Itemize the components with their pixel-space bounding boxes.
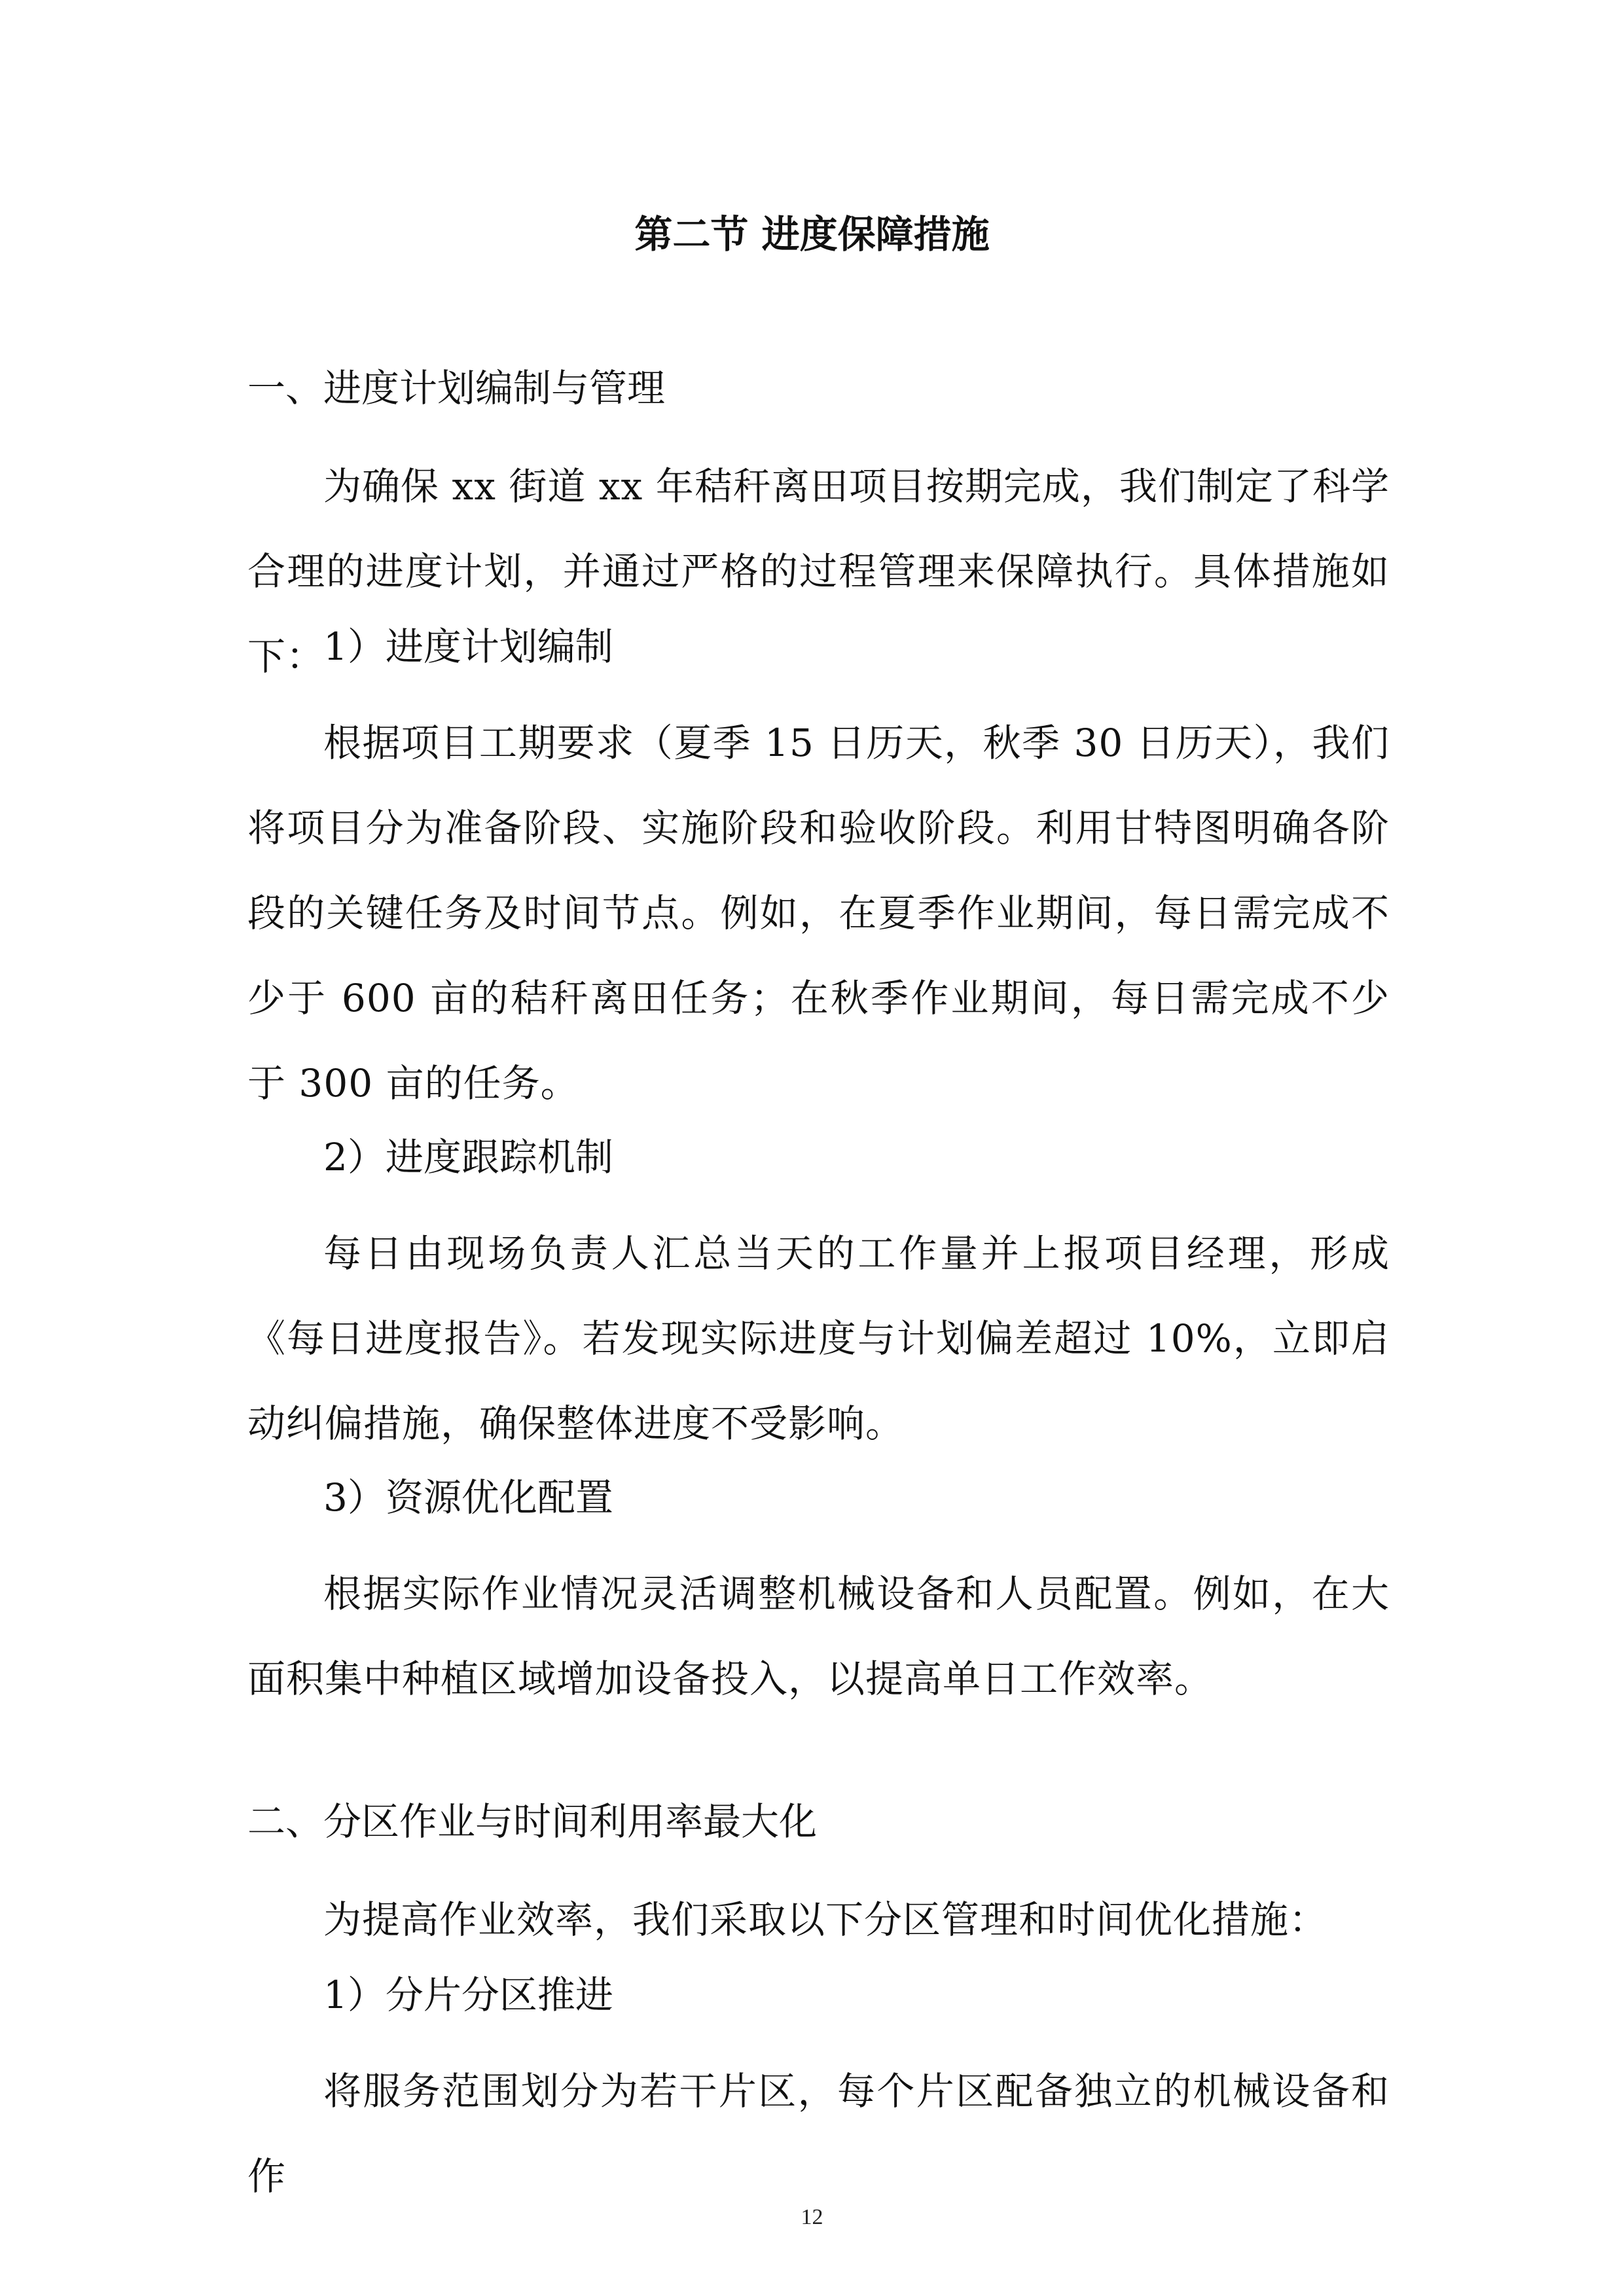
section-1-item-2-label: 2）进度跟踪机制 <box>323 1135 613 1179</box>
section-2-item-1-label: 1）分片分区推进 <box>323 1973 613 2017</box>
section-1-item-2-text: 每日由现场负责人汇总当天的工作量并上报项目经理，形成《每日进度报告》。若发现实际进度与计划偏差超过 10%，立即启动纠偏措施，确保整体进度不受影响。 <box>247 1231 1390 1446</box>
page-title: 第二节 进度保障措施 <box>634 212 990 257</box>
section-heading-1: 一、进度计划编制与管理 <box>247 366 666 410</box>
section-1-item-1-label: 1）进度计划编制 <box>323 624 613 669</box>
section-1-intro: 为确保 xx 街道 xx 年秸秆离田项目按期完成，我们制定了科学合理的进度计划，并通过严格的过程管理来保障执行。具体措施如下： <box>247 464 1390 679</box>
section-2-intro: 为提高作业效率，我们采取以下分区管理和时间优化措施： <box>323 1897 1328 1942</box>
section-heading-2: 二、分区作业与时间利用率最大化 <box>247 1799 818 1844</box>
section-1-item-3-text: 根据实际作业情况灵活调整机械设备和人员配置。例如，在大面积集中种植区域增加设备投入，以提高单日工作效率。 <box>247 1571 1390 1701</box>
section-1-item-3-label: 3）资源优化配置 <box>323 1475 613 1520</box>
section-2-item-1-text: 将服务范围划分为若干片区，每个片区配备独立的机械设备和作 <box>247 2069 1390 2198</box>
page-number: 12 <box>801 2205 823 2229</box>
section-1-item-1-text: 根据项目工期要求（夏季 15 日历天，秋季 30 日历天），我们将项目分为准备阶段、实施阶段和验收阶段。利用甘特图明确各阶段的关键任务及时间节点。例如，在夏季作业期间，每日需完成不少于 600 亩的秸秆离田任务；在秋季作业期间，每日需完成不少于 300 亩的任务。 <box>247 721 1390 1105</box>
